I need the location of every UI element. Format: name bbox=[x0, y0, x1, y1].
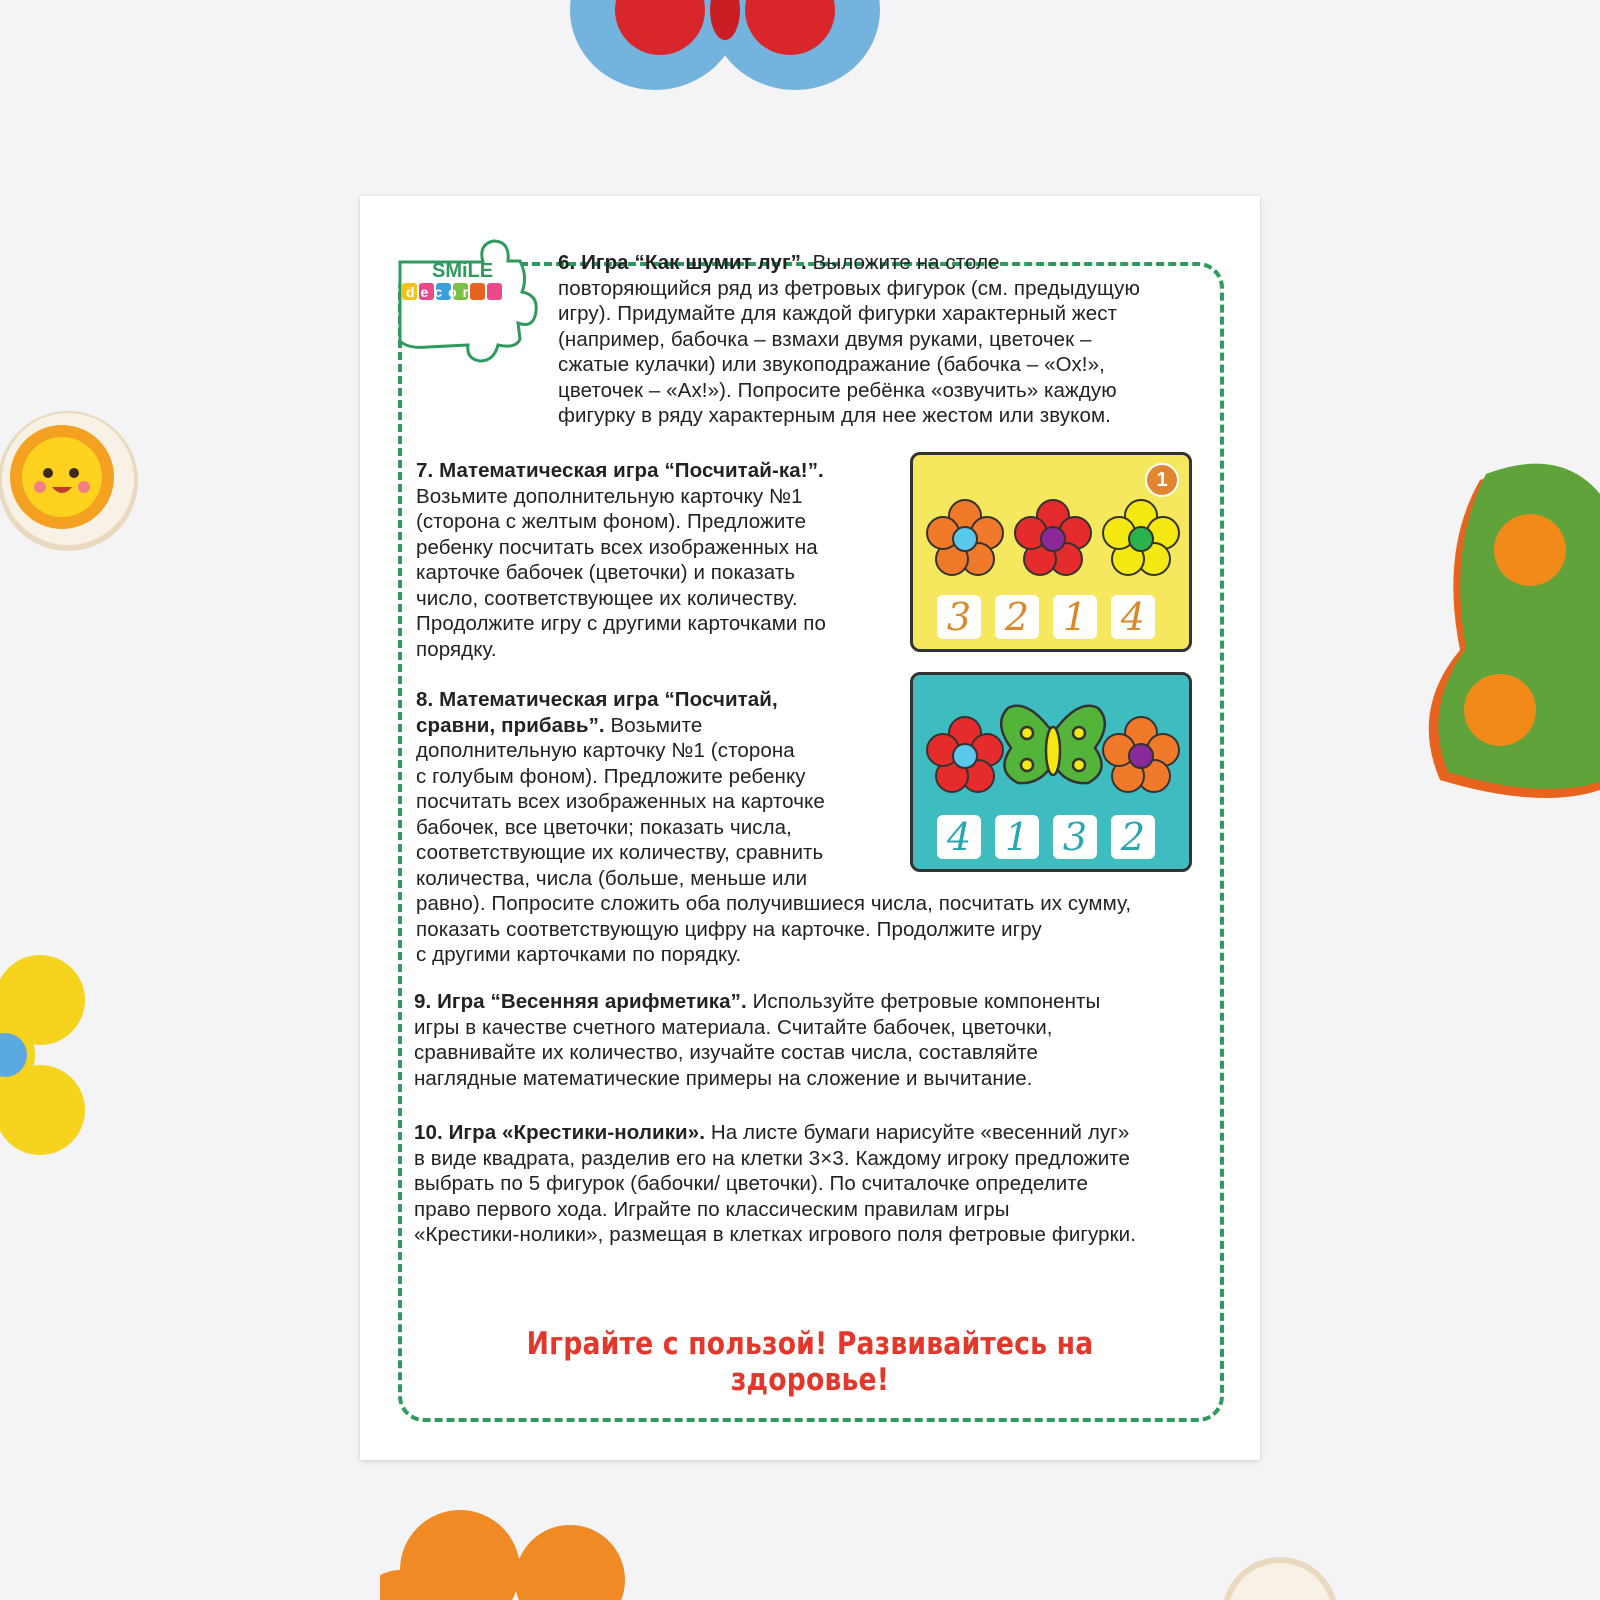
flower-orange-icon bbox=[927, 500, 1003, 575]
card-number: 2 bbox=[1111, 815, 1155, 859]
card-number: 1 bbox=[1053, 595, 1097, 639]
section-6-line: повторяющийся ряд из фетровых фигурок (см. предыдущую bbox=[558, 276, 1141, 300]
section-6-title: 6. Игра “Как шумит луг”. bbox=[558, 251, 807, 274]
card-number: 1 bbox=[995, 815, 1039, 859]
wooden-chip-bottom-right bbox=[1220, 1555, 1340, 1600]
section-7-line: (сторона с желтым фоном). Предложите bbox=[416, 510, 807, 533]
section-9-line: сравнивайте их количество, изучайте состав числа, составляйте bbox=[414, 1041, 1038, 1064]
section-8-title: сравни, прибавь”. bbox=[416, 713, 605, 737]
section-8-line: с другими карточками по порядку. bbox=[416, 943, 742, 966]
section-10-line: в виде квадрата, разделив его на клетки 3×3. Каждому игроку предложите bbox=[414, 1146, 1131, 1170]
flower-red-icon bbox=[927, 717, 1003, 792]
felt-flower-left bbox=[0, 940, 100, 1180]
closing-slogan: Играйте с пользой! Развивайтесь на здоровье! bbox=[526, 1326, 1094, 1398]
section-8-line: посчитать всех изображенных на карточке bbox=[416, 790, 825, 813]
section-10-line: выбрать по 5 фигурок (бабочки/ цветочки). По считалочке определите bbox=[414, 1172, 1089, 1195]
section-10-title: 10. Игра «Крестики-нолики». bbox=[414, 1121, 706, 1144]
section-10 bbox=[414, 1120, 1234, 1248]
card-number: 2 bbox=[995, 595, 1039, 639]
section-9 bbox=[414, 989, 1214, 1091]
card-flowers-butterfly-illustration bbox=[923, 693, 1183, 813]
section-8-line: дополнительную карточку №1 (сторона bbox=[416, 739, 795, 762]
svg-text:decor: decor bbox=[406, 284, 475, 300]
section-9-line: Используйте фетровые компоненты bbox=[746, 990, 1101, 1013]
section-6-line: Выложите на столе bbox=[806, 251, 1000, 274]
flower-orange-icon bbox=[1103, 717, 1179, 792]
section-10-line: «Крестики-нолики», размещая в клетках игрового поля фетровые фигурки. bbox=[414, 1223, 1136, 1246]
card-number: 4 bbox=[937, 815, 981, 859]
section-10-line: право первого хода. Играйте по классическим правилам игры bbox=[414, 1197, 1010, 1221]
section-7-title: 7. Математическая игра “Посчитай-ка!”. bbox=[416, 459, 824, 482]
card-number: 4 bbox=[1111, 595, 1155, 639]
flower-yellow-icon bbox=[1103, 500, 1179, 575]
section-8-line: Возьмите bbox=[604, 713, 703, 737]
section-6-line: фигурку в ряду характерным для нее жестом или звуком. bbox=[558, 404, 1111, 427]
smile-decor-logo bbox=[398, 237, 538, 367]
example-card-yellow bbox=[910, 452, 1192, 652]
section-8-line: соответствующие их количеству, сравнить bbox=[416, 841, 824, 864]
section-7-line: порядку. bbox=[416, 637, 497, 661]
flower-red-icon bbox=[1015, 500, 1091, 575]
card-number: 3 bbox=[937, 595, 981, 639]
section-9-line: наглядные математические примеры на сложение и вычитание. bbox=[414, 1066, 1033, 1090]
section-8-title: 8. Математическая игра “Посчитай, bbox=[416, 688, 778, 711]
section-7-line: число, соответствующее их количеству. bbox=[416, 586, 798, 610]
section-7-line: ребенку посчитать всех изображенных на bbox=[416, 535, 818, 559]
section-9-title: 9. Игра “Весенняя арифметика”. bbox=[414, 990, 747, 1013]
section-7-line: Возьмите дополнительную карточку №1 bbox=[416, 484, 803, 508]
section-8-line: с голубым фоном). Предложите ребенку bbox=[416, 764, 806, 788]
section-6-line: цветочек – «Ах!»). Попросите ребёнка «озвучить» каждую bbox=[558, 378, 1117, 402]
felt-butterfly-top bbox=[560, 0, 890, 100]
section-6-line: сжатые кулачки) или звукоподражание (бабочка – «Ох!», bbox=[558, 353, 1105, 376]
section-8-line: показать соответствующую цифру на карточке. Продолжите игру bbox=[416, 917, 1042, 941]
section-7 bbox=[416, 458, 896, 662]
card-number-badge: 1 bbox=[1145, 463, 1179, 497]
section-6 bbox=[558, 250, 1208, 429]
card-number: 3 bbox=[1053, 815, 1097, 859]
section-7-line: карточке бабочек (цветочки) и показать bbox=[416, 561, 796, 584]
section-7-line: Продолжите игру с другими карточками по bbox=[416, 612, 826, 635]
wooden-sun-chip bbox=[0, 405, 145, 555]
section-6-line: игру). Придумайте для каждой фигурки характерный жест bbox=[558, 302, 1118, 325]
svg-text:SMiLE: SMiLE bbox=[432, 260, 494, 282]
card-flowers-illustration bbox=[923, 491, 1183, 591]
felt-flower-bottom bbox=[380, 1500, 680, 1600]
section-8-line: бабочек, все цветочки; показать числа, bbox=[416, 815, 792, 839]
section-8-line: количества, числа (больше, меньше или bbox=[416, 866, 808, 890]
section-8-line: равно). Попросите сложить оба получившиеся числа, посчитать их сумму, bbox=[416, 892, 1132, 915]
felt-butterfly-right bbox=[1420, 460, 1600, 820]
section-6-line: (например, бабочка – взмахи двумя руками, цветочек – bbox=[558, 327, 1092, 351]
butterfly-green-icon bbox=[1001, 706, 1105, 783]
section-9-line: игры в качестве счетного материала. Считайте бабочек, цветочки, bbox=[414, 1015, 1053, 1039]
section-10-line: На листе бумаги нарисуйте «весенний луг» bbox=[705, 1121, 1130, 1144]
example-card-blue bbox=[910, 672, 1192, 872]
